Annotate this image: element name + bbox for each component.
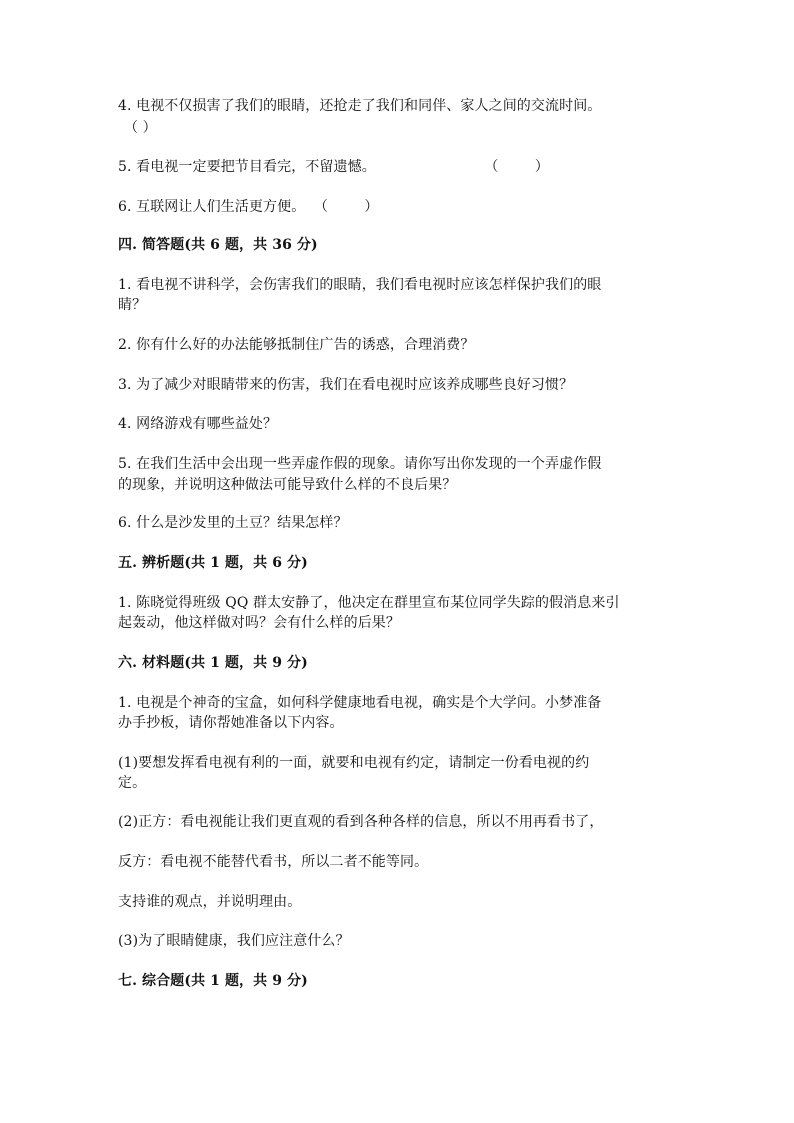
s5-question-1-line2: 起轰动，他这样做对吗？会有什么样的后果？ — [118, 615, 400, 631]
tf-question-5-text: 5. 看电视一定要把节目看完，不留遗憾。 — [118, 159, 376, 175]
s4-question-3: 3. 为了减少对眼睛带来的伤害，我们在看电视时应该养成哪些良好习惯？ — [118, 377, 574, 393]
s4-question-2: 2. 你有什么好的办法能够抵制住广告的诱惑，合理消费？ — [118, 337, 475, 353]
tf-question-6 — [118, 198, 378, 216]
section-6-heading: 六. 材料题(共 1 题，共 9 分) — [118, 655, 308, 671]
tf-question-5-answer-blank[interactable]: （ ） — [484, 159, 549, 175]
tf-question-4-answer-blank[interactable]: （ ） — [124, 120, 157, 136]
s6-question-1-line2: 办手抄板，请你帮她准备以下内容。 — [118, 715, 344, 731]
s4-question-6: 6. 什么是沙发里的土豆？结果怎样？ — [118, 515, 348, 531]
section-4-heading: 四. 简答题(共 6 题，共 36 分) — [118, 237, 318, 253]
s6-part-3: (3)为了眼睛健康，我们应注意什么？ — [118, 933, 350, 949]
s6-part-1-line2: 定。 — [118, 775, 147, 791]
section-7-heading: 七. 综合题(共 1 题，共 9 分) — [118, 973, 308, 989]
s4-question-4: 4. 网络游戏有哪些益处？ — [118, 416, 278, 432]
s6-part-2-question: 支持谁的观点，并说明理由。 — [118, 894, 302, 910]
tf-question-6-answer-blank[interactable]: （ ） — [313, 199, 379, 215]
s4-question-1-line1: 1. 看电视不讲科学，会伤害我们的眼睛，我们看电视时应该怎样保护我们的眼 — [118, 277, 602, 293]
tf-question-4-line1: 4. 电视不仅损害了我们的眼睛，还抢走了我们和同伴、家人之间的交流时间。 — [118, 98, 602, 114]
tf-question-5 — [118, 158, 549, 176]
s4-question-5-line1: 5. 在我们生活中会出现一些弄虚作假的现象。请你写出你发现的一个弄虚作假 — [118, 456, 602, 472]
s4-question-1-line2: 睛？ — [118, 297, 147, 313]
s6-part-1-line1: (1)要想发挥看电视有利的一面，就要和电视有约定，请制定一份看电视的约 — [118, 755, 590, 771]
tf-question-6-text: 6. 互联网让人们生活更方便。 — [118, 199, 306, 215]
section-5-heading: 五. 辨析题(共 1 题，共 6 分) — [118, 555, 308, 571]
s5-question-1-line1: 1. 陈晓觉得班级 QQ 群太安静了，他决定在群里宣布某位同学失踪的假消息来引 — [118, 595, 620, 611]
s4-question-5-line2: 的现象，并说明这种做法可能导致什么样的不良后果？ — [118, 477, 457, 493]
s6-part-2: (2)正方：看电视能让我们更直观的看到各种各样的信息，所以不用再看书了， — [118, 814, 604, 830]
s6-question-1-line1: 1. 电视是个神奇的宝盒，如何科学健康地看电视，确实是个大学问。小梦准备 — [118, 695, 602, 711]
s6-part-2-opposing-view: 反方：看电视不能替代看书，所以二者不能等同。 — [118, 854, 429, 870]
